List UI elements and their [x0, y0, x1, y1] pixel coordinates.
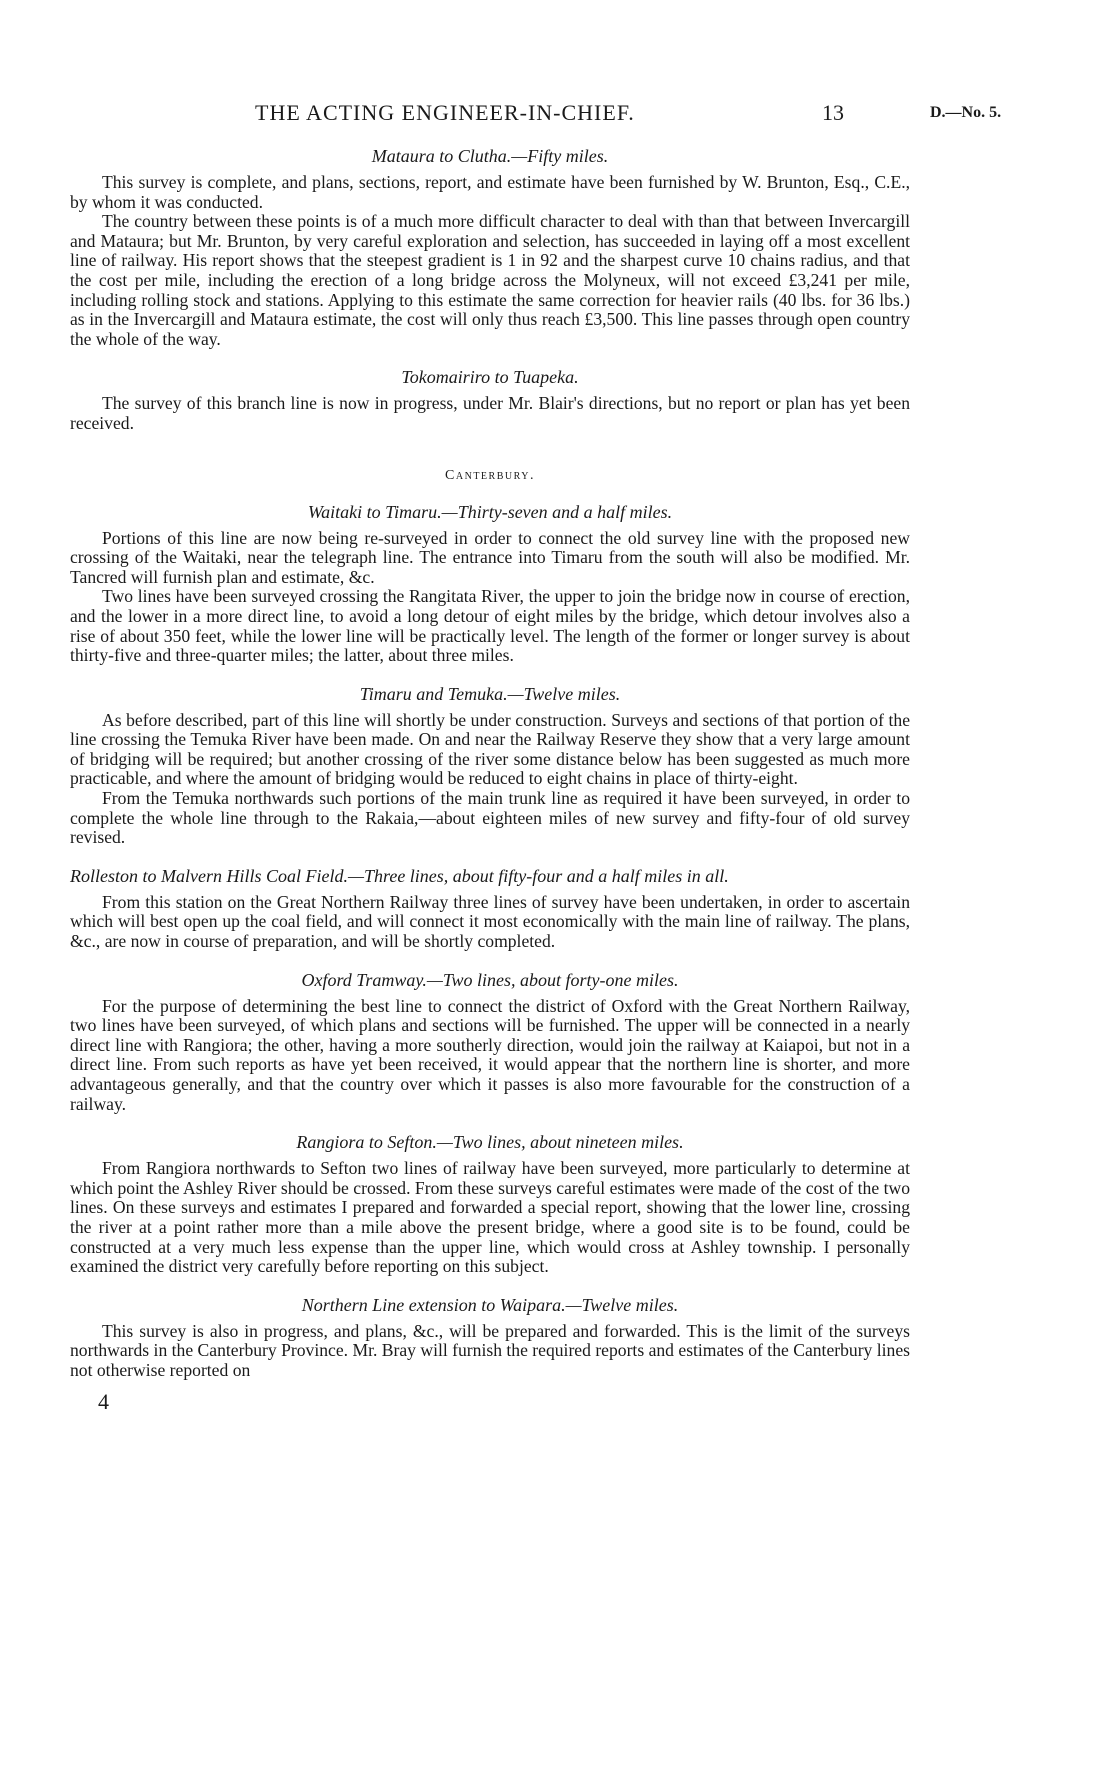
section-heading-tokomairiro-tuapeka: Tokomairiro to Tuapeka. — [401, 367, 579, 388]
section-heading-oxford-tramway: Oxford Tramway.—Two lines, about forty-one miles. — [301, 969, 679, 990]
page-number: 13 — [822, 100, 844, 125]
paragraph: The country between these points is of a much more difficult character to deal with than that between Invercargill and Mataura; but Mr. Brunton, by very careful exploration and selection, has succeeded in laying off a most excellent line of railway. His report shows that the steepest gradient is 1 in 92 and the sharpest curve 10 chains radius, and that the cost per mile, including the erection of a long bridge across the Molyneux, will not exceed £3,241 per mile, including rolling stock and stations. Applying to this estimate the same correction for heavier rails (40 lbs. for 36 lbs.) as in the Invercargill and Mataura estimate, the cost will only thus reach £3,500. This line passes through open country the whole of the way. — [70, 211, 910, 349]
paragraph: From the Temuka northwards such portions of the main trunk line as required it have been surveyed, in order to complete the whole line through to the Rakaia,—about eighteen miles of new survey and fifty-four of old survey revised. — [70, 788, 910, 848]
region-heading-canterbury: Canterbury. — [445, 467, 535, 483]
section-heading-rolleston-malvern: Rolleston to Malvern Hills Coal Field.—Three lines, about fifty-four and a half miles in all. — [70, 865, 729, 886]
running-title: THE ACTING ENGINEER-IN-CHIEF. — [255, 100, 635, 125]
paragraph: This survey is also in progress, and plans, &c., will be prepared and forwarded. This is the limit of the surveys northwards in the Canterbury Province. Mr. Bray will furnish the required reports and estimates of the Canterbury lines not otherwise reported on — [70, 1320, 910, 1380]
section-heading-rangiora-sefton: Rangiora to Sefton.—Two lines, about nineteen miles. — [296, 1132, 684, 1153]
document-page — [70, 100, 1002, 1415]
section-heading-waitaki-timaru: Waitaki to Timaru.—Thirty-seven and a half miles. — [307, 501, 673, 522]
paragraph: As before described, part of this line will shortly be under construction. Surveys and sections of that portion of the line crossing the Temuka River have been made. On and near the Railway Reserve they show that a very large amount of bridging will be required; but another crossing of the river some distance below has been suggested as much more practicable, and where the amount of bridging would be reduced to eight chains in place of thirty-eight. — [70, 709, 910, 789]
section-heading-timaru-temuka: Timaru and Temuka.—Twelve miles. — [359, 683, 621, 704]
paragraph: This survey is complete, and plans, sections, report, and estimate have been furnished by W. Brunton, Esq., C.E., by whom it was conducted. — [70, 172, 910, 212]
paragraph: For the purpose of determining the best line to connect the district of Oxford with the Great Northern Railway, two lines have been surveyed, of which plans and sections will be furnished. The upper will be connected in a nearly direct line with Rangiora; the other, having a more southerly direction, would join the railway at Kaiapoi, but not in a direct line. From such reports as have yet been received, it would appear that the northern line is shorter, and more advantageous generally, and that the country over which it passes is also more favourable for the construction of a railway. — [70, 995, 910, 1114]
paragraph: Two lines have been surveyed crossing the Rangitata River, the upper to join the bridge now in course of erection, and the lower in a more direct line, to avoid a long detour of eight miles by the bridge, which detour involves also a rise of about 350 feet, while the lower line will be practically level. The length of the former or longer survey is about thirty-five and three-quarter miles; the latter, about three miles. — [70, 586, 910, 666]
document-reference: D.—No. 5. — [930, 104, 1002, 121]
section-heading-northern-waipara: Northern Line extension to Waipara.—Twelve miles. — [301, 1294, 679, 1315]
signature-mark: 4 — [98, 1388, 109, 1414]
page-header — [70, 100, 1002, 132]
section-heading-mataura-clutha: Mataura to Clutha.—Fifty miles. — [371, 146, 609, 166]
paragraph: From this station on the Great Northern Railway three lines of survey have been undertaken, in order to ascertain which will best open up the coal field, and will connect it most economically with the main line of railway. The plans, &c., are now in course of preparation, and will be shortly completed. — [70, 891, 910, 952]
paragraph: From Rangiora northwards to Sefton two lines of railway have been surveyed, more particularly to determine at which point the Ashley River should be crossed. From these surveys careful estimates were made of the cost of the two lines. On these surveys and estimates I prepared and forwarded a special report, showing that the lower line, crossing the river at a point rather more than a mile above the present bridge, where a good site is to be found, could be constructed at a very much less expense than the upper line, which would cross at Ashley township. I personally examined the district very carefully before reporting on this subject. — [70, 1158, 910, 1277]
paragraph: The survey of this branch line is now in progress, under Mr. Blair's directions, but no report or plan has yet been received. — [70, 393, 910, 433]
paragraph: Portions of this line are now being re-surveyed in order to connect the old survey line with the proposed new crossing of the Waitaki, near the telegraph line. The entrance into Timaru from the south will also be modified. Mr. Tancred will furnish plan and estimate, &c. — [70, 527, 910, 587]
